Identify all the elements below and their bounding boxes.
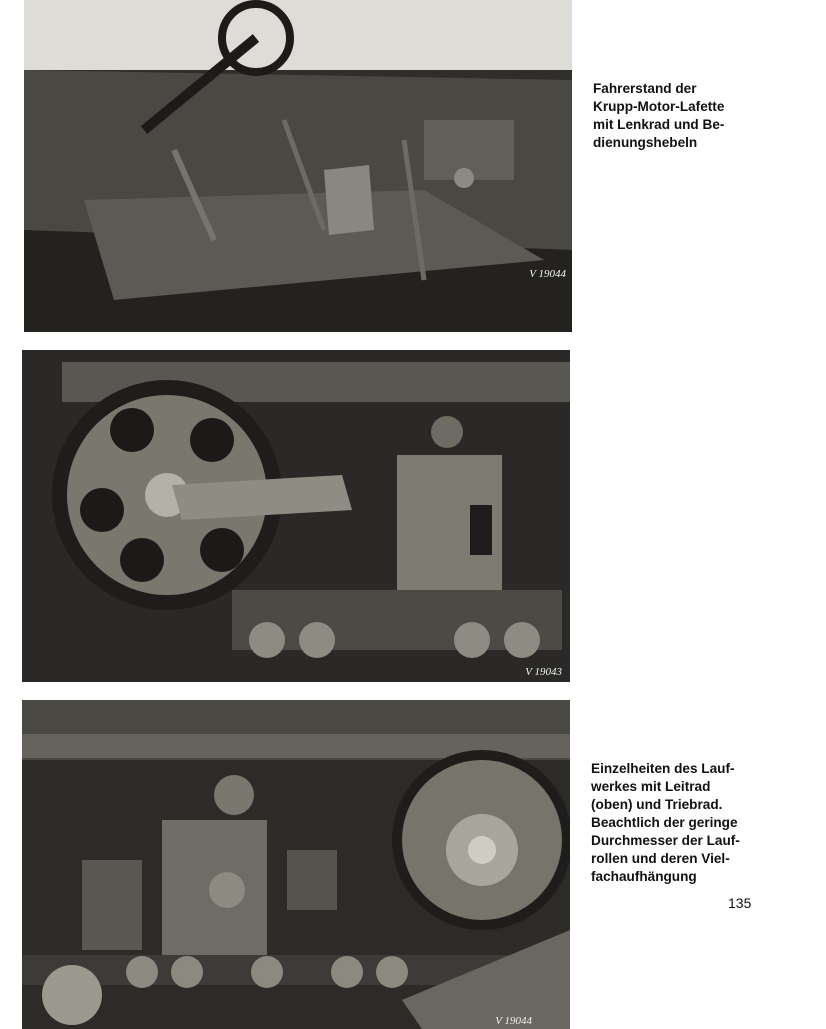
caption-line: Krupp-Motor-Lafette xyxy=(593,99,725,114)
caption-line: dienungshebeln xyxy=(593,135,698,150)
caption-line: Einzelheiten des Lauf- xyxy=(591,761,735,776)
running-gear-idler-illustration xyxy=(22,350,570,682)
caption-line: Beachtlich der geringe xyxy=(591,815,738,830)
photo-running-gear-drive xyxy=(22,700,570,1029)
page-number: 135 xyxy=(728,895,752,911)
photo-running-gear-idler xyxy=(22,350,570,682)
drivers-station-illustration xyxy=(24,0,572,332)
running-gear-drive-illustration xyxy=(22,700,570,1029)
caption-line: rollen und deren Viel- xyxy=(591,851,730,866)
photo-drivers-station xyxy=(24,0,572,332)
caption-running-gear xyxy=(591,760,740,886)
caption-line: (oben) und Triebrad. xyxy=(591,797,723,812)
caption-drivers-station xyxy=(593,80,724,152)
plate-mark: V 19043 xyxy=(525,666,562,678)
plate-mark: V 19044 xyxy=(529,268,566,280)
caption-line: fachaufhängung xyxy=(591,869,697,884)
caption-line: Durchmesser der Lauf- xyxy=(591,833,740,848)
caption-line: Fahrerstand der xyxy=(593,81,697,96)
caption-line: werkes mit Leitrad xyxy=(591,779,711,794)
caption-line: mit Lenkrad und Be- xyxy=(593,117,725,132)
plate-mark: V 19044 xyxy=(495,1015,532,1027)
